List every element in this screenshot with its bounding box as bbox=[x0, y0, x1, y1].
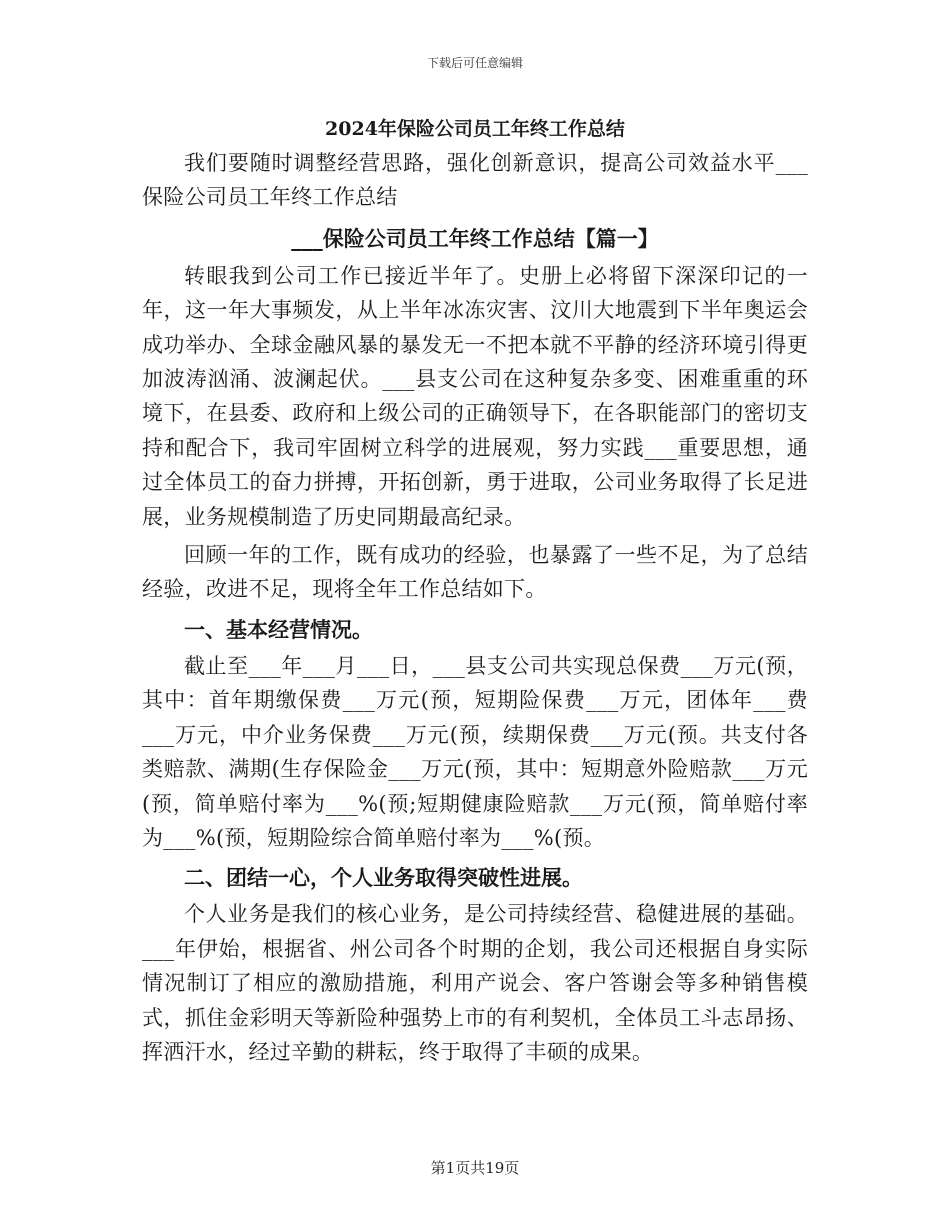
section-heading-1: 一、基本经营情况。 bbox=[184, 616, 373, 642]
section-heading-2: 二、团结一心，个人业务取得突破性进展。 bbox=[184, 865, 583, 891]
intro-paragraph: 我们要随时调整经营思路，强化创新意识，提高公司效益水平___保险公司员工年终工作总结 bbox=[142, 151, 808, 210]
document-title: 2024年保险公司员工年终工作总结 bbox=[325, 118, 625, 140]
page-number: 第1页共19页 bbox=[430, 1159, 520, 1177]
paragraph-4: 个人业务是我们的核心业务，是公司持续经营、稳健进展的基础。___年伊始，根据省、州公司各个时期的企划，我公司还根据自身实际情况制订了相应的激励措施，利用产说会、客户答谢会等多种销售模式，抓住金彩明天等新险种强势上市的有利契机，全体员工斗志昂扬、挥洒汗水，经过辛勤的耕耘，终于取得了丰硕的成果。 bbox=[142, 902, 808, 1064]
paragraph-3: 截止至___年___月___日，___县支公司共实现总保费___万元(预，其中：首年期缴保费___万元(预，短期险保费___万元，团体年___费___万元，中介业务保费___万元(预，续期保费___万元(预。共支付各类赔款、满期(生存保险金___万元(预，其中：短期意外险赔款___万元(预，简单赔付率为___%(预;短期健康险赔款___万元(预，简单赔付率为___%(预，短期险综合简单赔付率为___%(预。 bbox=[142, 653, 808, 850]
paragraph-2: 回顾一年的工作，既有成功的经验，也暴露了一些不足，为了总结经验，改进不足，现将全年工作总结如下。 bbox=[142, 543, 808, 602]
part-title: ___保险公司员工年终工作总结【篇一】 bbox=[291, 225, 659, 251]
paragraph-1: 转眼我到公司工作已接近半年了。史册上必将留下深深印记的一年，这一年大事频发，从上半年冰冻灾害、汶川大地震到下半年奥运会成功举办、全球金融风暴的暴发无一不把本就不平静的经济环境引得更加波涛汹涌、波澜起伏。___县支公司在这种复杂多变、困难重重的环境下，在县委、政府和上级公司的正确领导下，在各职能部门的密切支持和配合下，我司牢固树立科学的进展观，努力实践___重要思想，通过全体员工的奋力拼搏，开拓创新，勇于进取，公司业务取得了长足进展，业务规模制造了历史同期最高纪录。 bbox=[142, 263, 808, 529]
document-body bbox=[142, 112, 808, 1069]
header-note: 下载后可任意编辑 bbox=[426, 56, 523, 70]
